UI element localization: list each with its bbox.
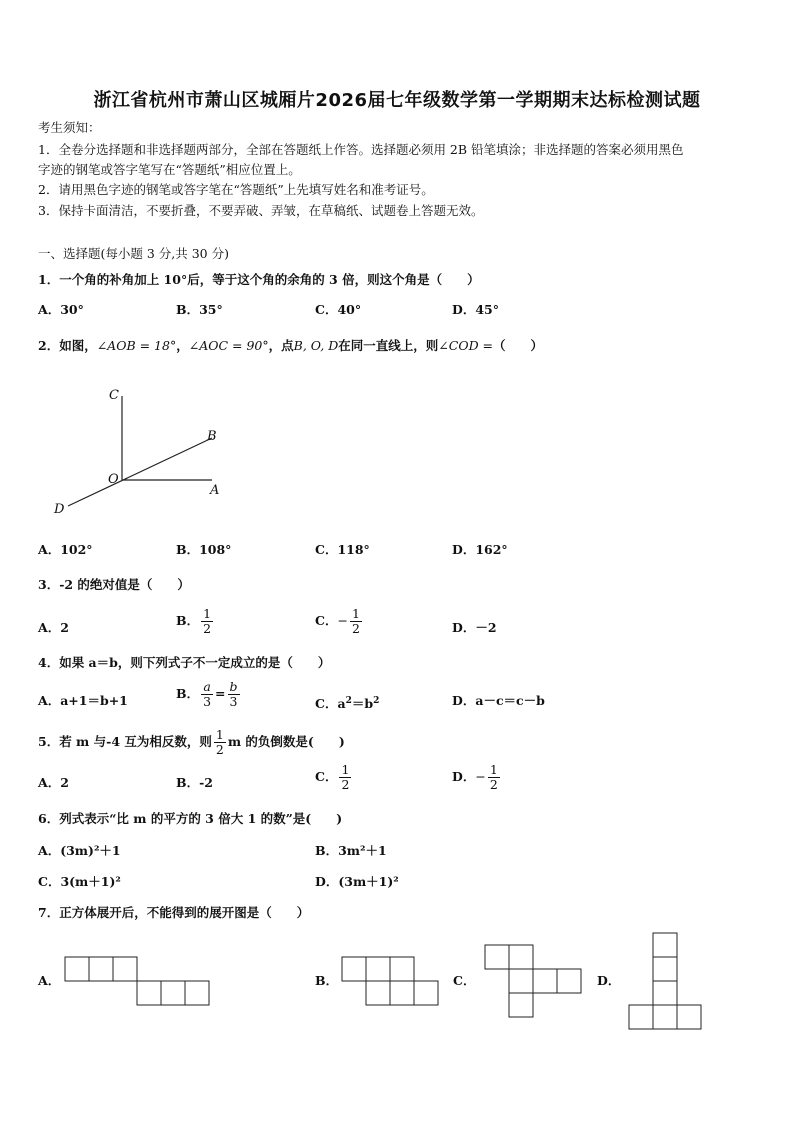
q1-option-a: A．30° [38, 302, 84, 317]
q5-option-a: A．2 [38, 775, 69, 790]
net-square [366, 957, 390, 981]
q4-b-fraction-a [201, 680, 213, 709]
q7-option-a-label: A． [38, 973, 61, 988]
q5-stem-b: m 的负倒数是( ) [227, 734, 345, 749]
q3-b-fraction [201, 607, 213, 636]
net-square [414, 981, 438, 1005]
notice-item-1-cont: 字迹的钢笔或答字笔写在“答题纸”相应位置上。 [38, 162, 301, 177]
net-square [113, 957, 137, 981]
q4-b-fraction-b [228, 680, 240, 709]
notice-item-1: 1．全卷分选择题和非选择题两部分，全部在答题纸上作答。选择题必须用 2B 铅笔填涂；非选择题的答案必须用黑色 [38, 142, 684, 157]
numerator: 1 [341, 762, 350, 777]
q3-b-label: B． [176, 613, 200, 628]
q6-option-a: A．(3m)²＋1 [38, 843, 121, 858]
q4-c-exponent-1: 2 [345, 696, 352, 706]
q1-option-d: D．45° [452, 302, 499, 317]
denominator: 2 [203, 621, 212, 636]
q4-c-exponent-2: 2 [373, 696, 380, 706]
net-square [65, 957, 89, 981]
page-title: 浙江省杭州市萧山区城厢片2026届七年级数学第一学期期末达标检测试题 [93, 90, 701, 111]
q3-c-fraction [350, 607, 362, 636]
net-square [89, 957, 113, 981]
q5-d-sign: − [475, 769, 486, 784]
q7-option-d-label: D． [597, 973, 621, 988]
net-square [366, 981, 390, 1005]
denominator: 2 [215, 742, 224, 757]
q5-c-label: C． [315, 769, 338, 784]
q2-stem-i: （ ） [493, 338, 544, 353]
notice-heading: 考生须知： [38, 120, 101, 135]
net-square [533, 969, 557, 993]
denominator: 3 [203, 694, 212, 709]
q2-option-d: D．162° [452, 542, 508, 557]
q1-option-b: B．35° [176, 302, 223, 317]
numerator: 1 [215, 727, 224, 742]
q3-option-c [315, 607, 364, 636]
q5-stem-fraction [214, 728, 226, 757]
net-square [509, 993, 533, 1017]
question-1-stem: 1．一个角的补角加上 10°后，等于这个角的余角的 3 倍，则这个角是（ ） [38, 272, 480, 287]
numerator: b [229, 679, 238, 694]
q4-option-d: D．a－c＝c－b [452, 693, 545, 708]
numerator: 1 [489, 762, 498, 777]
numerator: 1 [351, 606, 360, 621]
net-square [557, 969, 581, 993]
q5-option-c [315, 763, 353, 792]
net-square [653, 957, 677, 981]
net-square [509, 945, 533, 969]
q2-stem-g: 在同一直线上，则 [338, 338, 439, 353]
q2-stem-e: ，点 [268, 338, 294, 353]
q6-option-c: C．3(m＋1)² [38, 874, 121, 889]
q2-angle-figure [40, 382, 240, 522]
q3-option-b [176, 607, 215, 636]
net-square [185, 981, 209, 1005]
q4-option-c [315, 693, 379, 712]
denominator: 3 [228, 694, 240, 709]
net-square [161, 981, 185, 1005]
q5-option-d [452, 763, 502, 792]
section-heading: 一、选择题(每小题 3 分,共 30 分) [38, 246, 229, 261]
net-square [390, 957, 414, 981]
q4-c-mid: ＝b [351, 696, 374, 712]
q4-option-b [176, 680, 242, 709]
q2-option-c: C．118° [315, 542, 370, 557]
q2-option-a: A．102° [38, 542, 93, 557]
denominator: 2 [351, 621, 360, 636]
numerator: a [203, 679, 211, 694]
question-2-stem [38, 338, 543, 354]
q2-stem-c: ， [176, 338, 189, 353]
denominator: 2 [489, 777, 498, 792]
q7-option-b-label: B． [315, 973, 339, 988]
question-4-stem: 4．如果 a＝b，则下列式子不一定成立的是（ ） [38, 655, 331, 670]
net-square [342, 957, 366, 981]
net-square [137, 981, 161, 1005]
q2-angle-aob: ∠AOB = 18° [96, 338, 177, 353]
q6-option-b: B．3m²＋1 [315, 843, 387, 858]
q5-d-label: D． [452, 769, 476, 784]
q4-b-equals: = [215, 686, 226, 701]
q3-option-a: A．2 [38, 620, 69, 635]
q6-option-d: D．(3m＋1)² [315, 874, 399, 889]
q7-net-a [64, 956, 210, 1006]
q2-stem-a: 2．如图， [38, 338, 97, 353]
q7-net-d [628, 932, 702, 1030]
net-square [509, 969, 533, 993]
label-b: B [207, 429, 217, 444]
q2-option-b: B．108° [176, 542, 232, 557]
net-square [653, 1005, 677, 1029]
q3-option-d: D．－2 [452, 620, 497, 635]
net-square [390, 981, 414, 1005]
q7-option-c-label: C． [453, 973, 476, 988]
label-o: O [108, 472, 119, 487]
q5-c-fraction [339, 763, 351, 792]
q5-option-b: B．-2 [176, 775, 213, 790]
label-c: C [109, 388, 119, 403]
q5-d-fraction [488, 763, 500, 792]
q4-c-label: C．a [315, 696, 346, 712]
q7-net-c [484, 944, 582, 1018]
net-square [653, 981, 677, 1005]
denominator: 2 [341, 777, 350, 792]
label-d: D [54, 502, 65, 517]
question-3-stem: 3．-2 的绝对值是（ ） [38, 577, 190, 592]
q2-angle-cod: ∠COD = [438, 338, 494, 353]
label-a: A [210, 483, 220, 498]
q5-stem-a: 5．若 m 与-4 互为相反数，则 [38, 734, 212, 749]
q2-angle-aoc: ∠AOC = 90° [188, 338, 269, 353]
notice-item-2: 2．请用黑色字迹的钢笔或答字笔在“答题纸”上先填写姓名和准考证号。 [38, 182, 434, 197]
q1-option-c: C．40° [315, 302, 362, 317]
q3-c-sign: − [337, 613, 348, 628]
net-square [629, 1005, 653, 1029]
question-6-stem: 6．列式表示“比 m 的平方的 3 倍大 1 的数”是( ) [38, 811, 343, 826]
q7-net-b [341, 956, 439, 1006]
q4-option-a: A．a+1＝b+1 [38, 693, 128, 708]
net-square [653, 933, 677, 957]
notice-item-3: 3．保持卡面清洁，不要折叠，不要弄破、弄皱，在草稿纸、试题卷上答题无效。 [38, 203, 484, 218]
line-bd [68, 438, 212, 506]
numerator: 1 [203, 606, 212, 621]
q2-points: B, O, D [293, 338, 339, 353]
question-7-stem: 7．正方体展开后，不能得到的展开图是（ ） [38, 905, 310, 920]
net-square [677, 1005, 701, 1029]
net-square [485, 945, 509, 969]
question-5-stem [38, 728, 345, 757]
q3-c-label: C． [315, 613, 338, 628]
q4-b-label: B． [176, 686, 200, 701]
